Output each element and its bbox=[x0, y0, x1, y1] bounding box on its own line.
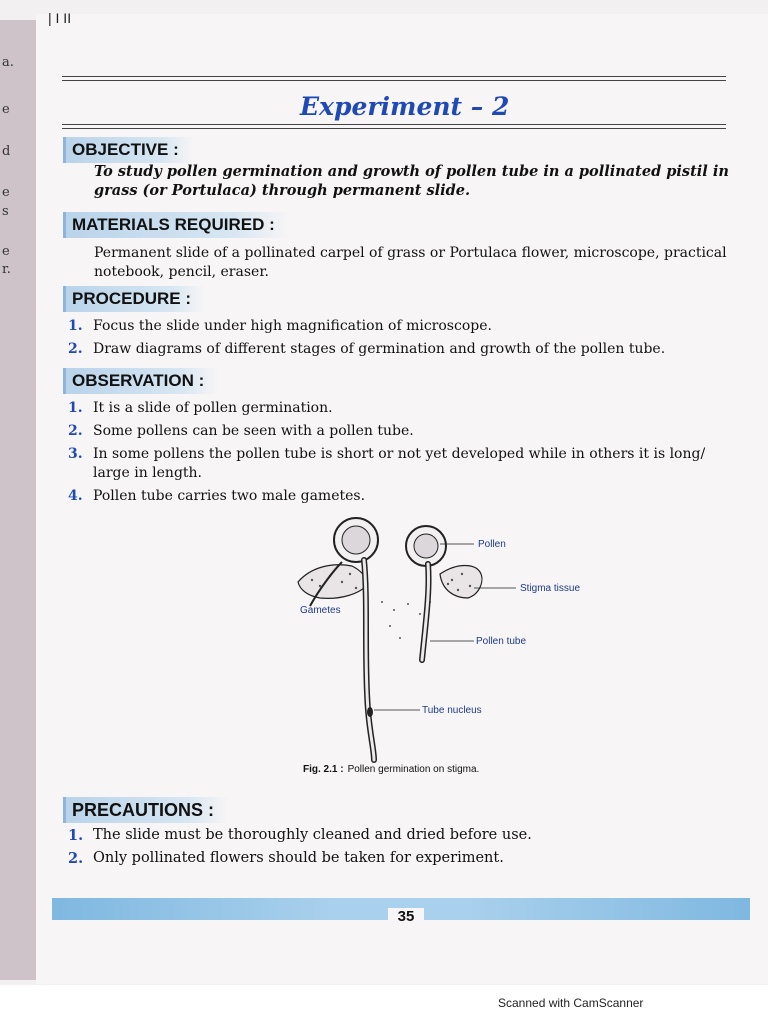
label-stigma-tissue: Stigma tissue bbox=[520, 583, 581, 594]
item-text: Only pollinated flowers should be taken for experiment. bbox=[93, 850, 504, 866]
item-text: The slide must be thoroughly cleaned and dried before use. bbox=[93, 827, 532, 843]
item-text: Pollen tube carries two male gametes. bbox=[93, 488, 366, 504]
list-item bbox=[68, 399, 738, 418]
materials-heading: MATERIALS REQUIRED : bbox=[63, 212, 289, 238]
objective-heading: OBJECTIVE : bbox=[63, 137, 193, 163]
label-pollen-tube: Pollen tube bbox=[476, 636, 527, 647]
item-number: 2. bbox=[68, 341, 83, 357]
observation-heading: OBSERVATION : bbox=[63, 368, 218, 394]
item-text: Some pollens can be seen with a pollen tube. bbox=[93, 423, 414, 439]
margin-letter: a. bbox=[2, 55, 14, 70]
caption-text: Pollen germination on stigma. bbox=[347, 764, 480, 775]
list-item bbox=[68, 826, 748, 845]
item-text: Draw diagrams of different stages of germination and growth of the pollen tube. bbox=[93, 341, 666, 357]
figure-caption bbox=[303, 764, 479, 775]
top-marks: | I II bbox=[48, 10, 72, 26]
list-item bbox=[68, 317, 738, 336]
pollen-germination-diagram bbox=[290, 510, 610, 780]
procedure-heading: PROCEDURE : bbox=[63, 286, 205, 312]
list-item bbox=[68, 445, 738, 483]
label-tube-nucleus: Tube nucleus bbox=[422, 705, 482, 716]
label-pollen: Pollen bbox=[478, 539, 506, 550]
list-item bbox=[68, 422, 738, 441]
stigma-tissue-left bbox=[298, 565, 368, 599]
list-item bbox=[68, 487, 738, 506]
objective-text: To study pollen germination and growth of pollen tube in a pollinated pistil in grass (or Portulaca) through permanent slide. bbox=[94, 163, 729, 199]
procedure-list bbox=[68, 317, 738, 363]
item-text: Focus the slide under high magnification of microscope. bbox=[93, 318, 492, 334]
stigma-tissue-right bbox=[440, 566, 482, 599]
list-item bbox=[68, 849, 748, 868]
caption-number: Fig. 2.1 : bbox=[303, 764, 344, 775]
item-number: 2. bbox=[68, 850, 84, 867]
previous-page-edge bbox=[0, 20, 36, 980]
item-number: 4. bbox=[68, 488, 83, 504]
precautions-list bbox=[68, 826, 748, 872]
observation-list bbox=[68, 399, 738, 510]
materials-text: Permanent slide of a pollinated carpel of grass or Portulaca flower, microscope, practical notebook, pencil, eraser. bbox=[94, 245, 727, 280]
page-number: 35 bbox=[388, 908, 424, 925]
label-gametes: Gametes bbox=[300, 605, 341, 616]
precautions-heading: PRECAUTIONS : bbox=[63, 797, 228, 823]
margin-letter: e bbox=[2, 244, 10, 259]
header-rule bbox=[62, 124, 726, 125]
header-rule bbox=[62, 76, 726, 77]
item-number: 1. bbox=[68, 318, 83, 334]
item-number: 2. bbox=[68, 423, 83, 439]
item-text: In some pollens the pollen tube is short or not yet developed while in others it is long/ large in length. bbox=[93, 446, 706, 481]
item-text: It is a slide of pollen germination. bbox=[93, 400, 333, 416]
margin-letter: e bbox=[2, 102, 10, 117]
margin-letter: d bbox=[2, 144, 11, 159]
margin-letter: r. bbox=[2, 262, 11, 277]
item-number: 3. bbox=[68, 446, 83, 462]
header-rule bbox=[62, 128, 726, 129]
item-number: 1. bbox=[68, 827, 84, 844]
scanner-watermark: Scanned with CamScanner bbox=[498, 996, 644, 1010]
list-item bbox=[68, 340, 738, 359]
tube-nucleus bbox=[367, 707, 373, 717]
margin-letter: s bbox=[2, 204, 9, 219]
item-number: 1. bbox=[68, 400, 83, 416]
header-rule bbox=[62, 80, 726, 81]
margin-letter: e bbox=[2, 185, 10, 200]
page-title: Experiment – 2 bbox=[300, 92, 510, 121]
